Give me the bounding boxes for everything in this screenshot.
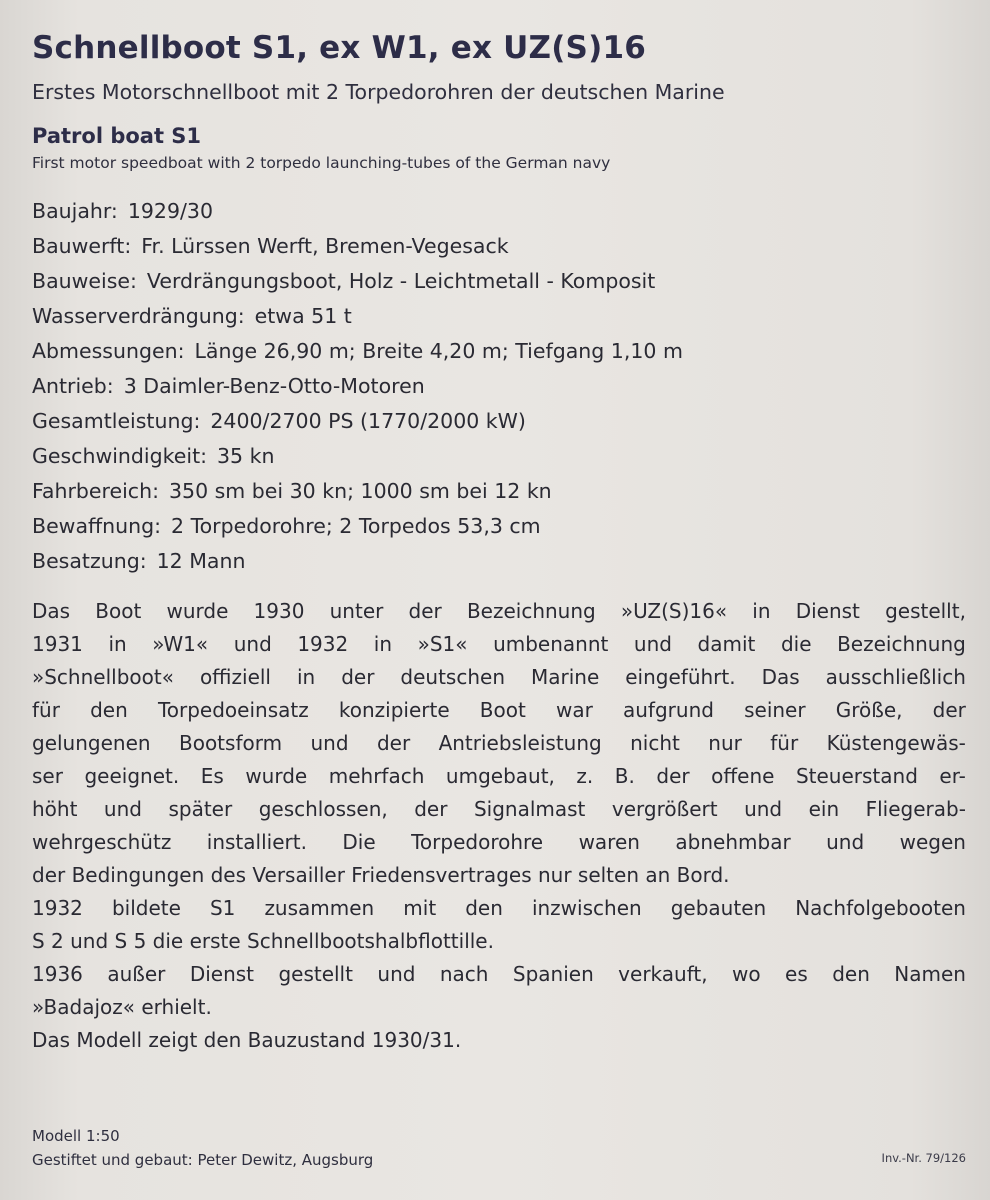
spec-label: Gesamtleistung: — [32, 409, 201, 433]
spec-row — [32, 369, 968, 404]
description-line — [32, 595, 966, 628]
spec-value: 1929/30 — [127, 199, 214, 223]
description-text — [32, 595, 968, 1057]
description-word: 1936 — [32, 962, 83, 986]
spec-value: 2 Torpedorohre; 2 Torpedos 53,3 cm — [171, 514, 541, 538]
description-word: und — [377, 962, 416, 986]
description-word: der — [408, 599, 442, 623]
description-word: ausschließlich — [825, 665, 966, 689]
description-word: gestellt, — [885, 599, 966, 623]
description-word: der — [341, 665, 375, 689]
description-word: in — [373, 632, 393, 656]
model-scale: Modell 1:50 — [32, 1127, 120, 1145]
description-word: wo — [732, 962, 761, 986]
description-word: der — [414, 797, 448, 821]
description-word: Bootsform — [178, 731, 283, 755]
description-word: eingeführt. — [625, 665, 736, 689]
description-word: wurde — [245, 764, 308, 788]
description-word: in — [108, 632, 127, 656]
description-word: Nachfolgebooten — [795, 896, 966, 920]
description-word: gebauten — [670, 896, 767, 920]
description-word: bildete — [111, 896, 181, 920]
spec-value: 12 Mann — [156, 549, 246, 573]
description-word: war — [556, 698, 593, 722]
description-word: der — [932, 698, 966, 722]
spec-row — [32, 544, 968, 579]
description-word: 1930 — [253, 599, 305, 623]
description-word: gelungenen — [32, 731, 151, 755]
description-word: Größe, — [835, 698, 903, 722]
donor-credit: Gestiftet und gebaut: Peter Dewitz, Augsburg — [32, 1151, 374, 1169]
description-line — [32, 826, 966, 859]
description-line — [32, 892, 966, 925]
description-word: Das — [32, 599, 71, 623]
description-word: Torpedoeinsatz — [157, 698, 309, 722]
spec-row — [32, 474, 968, 509]
description-word: damit — [697, 632, 756, 656]
spec-value: Länge 26,90 m; Breite 4,20 m; Tiefgang 1,10 m — [194, 339, 683, 363]
description-word: wegen — [899, 830, 966, 854]
description-word: und — [633, 632, 672, 656]
spec-value: 3 Daimler-Benz-Otto-Motoren — [123, 374, 425, 398]
description-word: für — [32, 698, 60, 722]
description-word: mehrfach — [328, 764, 425, 788]
description-word: 1932 — [297, 632, 349, 656]
description-word: waren — [578, 830, 640, 854]
description-word: und — [233, 632, 272, 656]
description-word: B. — [614, 764, 635, 788]
description-line: der Bedingungen des Versailler Friedensvertrages nur selten an Bord. — [32, 863, 730, 887]
spec-value: etwa 51 t — [254, 304, 352, 328]
description-word: die — [780, 632, 812, 656]
description-word: in — [296, 665, 316, 689]
description-word: später — [168, 797, 233, 821]
description-word: »S1« — [417, 632, 468, 656]
description-word: abnehmbar — [675, 830, 791, 854]
description-word: Torpedorohre — [411, 830, 544, 854]
description-word: und — [310, 731, 349, 755]
description-word: in — [752, 599, 771, 623]
description-word: 1932 — [32, 896, 83, 920]
description-word: »UZ(S)16« — [620, 599, 728, 623]
spec-row — [32, 334, 968, 369]
description-word: installiert. — [206, 830, 307, 854]
spec-value: Fr. Lürssen Werft, Bremen-Vegesack — [141, 234, 509, 258]
description-word: seiner — [744, 698, 806, 722]
description-word: deutschen — [400, 665, 505, 689]
description-line — [32, 727, 966, 760]
description-line — [32, 694, 966, 727]
spec-label: Geschwindigkeit: — [32, 444, 208, 468]
page-title: Schnellboot S1, ex W1, ex UZ(S)16 — [32, 30, 646, 66]
description-word: gestellt — [278, 962, 353, 986]
description-word: ein — [808, 797, 840, 821]
description-word: Signalmast — [473, 797, 586, 821]
description-word: Spanien — [512, 962, 594, 986]
description-word: der — [656, 764, 690, 788]
description-word: offiziell — [199, 665, 271, 689]
description-line — [32, 958, 966, 991]
description-word: konzipierte — [338, 698, 450, 722]
description-word: nicht — [630, 731, 680, 755]
description-word: und — [744, 797, 783, 821]
description-word: mit — [403, 896, 437, 920]
description-word: es — [785, 962, 808, 986]
description-word: für — [770, 731, 799, 755]
description-word: Namen — [894, 962, 966, 986]
description-word: geeignet. — [84, 764, 180, 788]
spec-label: Wasserverdrängung: — [32, 304, 245, 328]
description-word: und — [826, 830, 865, 854]
description-word: verkauft, — [618, 962, 708, 986]
spec-label: Antrieb: — [32, 374, 114, 398]
description-word: Boot — [95, 599, 142, 623]
description-word: und — [103, 797, 142, 821]
spec-row — [32, 509, 968, 544]
description-line: S 2 und S 5 die erste Schnellbootshalbflottille. — [32, 929, 494, 953]
description-line — [32, 628, 966, 661]
description-word: den — [465, 896, 503, 920]
description-word: vergrößert — [611, 797, 718, 821]
spec-row — [32, 439, 968, 474]
specs-list — [32, 194, 968, 579]
spec-label: Bauweise: — [32, 269, 137, 293]
description-word: Fliegerab- — [865, 797, 966, 821]
description-line: Das Modell zeigt den Bauzustand 1930/31. — [32, 1028, 462, 1052]
spec-row — [32, 229, 968, 264]
description-word: z. — [576, 764, 594, 788]
description-word: wehrgeschütz — [32, 830, 172, 854]
description-word: inzwischen — [531, 896, 642, 920]
english-subtitle: First motor speedboat with 2 torpedo launching-tubes of the German navy — [32, 154, 611, 172]
description-word: höht — [32, 797, 78, 821]
description-word: Steuerstand — [795, 764, 918, 788]
spec-value: 350 sm bei 30 kn; 1000 sm bei 12 kn — [168, 479, 552, 503]
spec-label: Abmessungen: — [32, 339, 185, 363]
description-line — [32, 793, 966, 826]
english-title: Patrol boat S1 — [32, 124, 202, 148]
page-subtitle: Erstes Motorschnellboot mit 2 Torpedorohren der deutschen Marine — [32, 80, 725, 104]
description-word: Die — [342, 830, 376, 854]
spec-row — [32, 264, 968, 299]
spec-label: Bewaffnung: — [32, 514, 162, 538]
spec-label: Besatzung: — [32, 549, 147, 573]
description-word: Dienst — [795, 599, 860, 623]
description-word: Antriebsleistung — [438, 731, 602, 755]
description-word: »W1« — [152, 632, 209, 656]
description-word: umgebaut, — [445, 764, 555, 788]
description-word: Bezeichnung — [837, 632, 966, 656]
spec-value: 35 kn — [217, 444, 275, 468]
spec-value: 2400/2700 PS (1770/2000 kW) — [210, 409, 526, 433]
spec-row — [32, 194, 968, 229]
description-word: außer — [107, 962, 166, 986]
description-word: Es — [200, 764, 224, 788]
description-word: den — [90, 698, 128, 722]
description-word: nach — [439, 962, 489, 986]
description-word: umbenannt — [493, 632, 609, 656]
description-word: der — [376, 731, 411, 755]
spec-label: Fahrbereich: — [32, 479, 159, 503]
description-word: Marine — [530, 665, 600, 689]
inventory-number: Inv.-Nr. 79/126 — [881, 1151, 966, 1165]
description-word: ser — [32, 764, 63, 788]
description-word: aufgrund — [623, 698, 714, 722]
description-word: Küstengewäs- — [826, 731, 966, 755]
spec-row — [32, 299, 968, 334]
description-word: er- — [939, 764, 966, 788]
description-word: Das — [761, 665, 800, 689]
description-word: S1 — [209, 896, 236, 920]
description-line — [32, 760, 966, 793]
description-word: den — [832, 962, 870, 986]
description-word: Dienst — [189, 962, 255, 986]
description-word: nur — [708, 731, 742, 755]
description-line — [32, 661, 966, 694]
footer — [32, 1124, 373, 1172]
description-word: geschlossen, — [258, 797, 388, 821]
description-word: 1931 — [32, 632, 83, 656]
description-word: Boot — [479, 698, 526, 722]
description-line: »Badajoz« erhielt. — [32, 995, 212, 1019]
description-word: wurde — [166, 599, 229, 623]
spec-value: Verdrängungsboot, Holz - Leichtmetall - Komposit — [146, 269, 656, 293]
spec-label: Baujahr: — [32, 199, 118, 223]
description-word: unter — [329, 599, 384, 623]
description-word: »Schnellboot« — [32, 665, 174, 689]
spec-label: Bauwerft: — [32, 234, 132, 258]
spec-row — [32, 404, 968, 439]
description-word: offene — [711, 764, 775, 788]
description-word: Bezeichnung — [466, 599, 596, 623]
description-word: zusammen — [264, 896, 375, 920]
